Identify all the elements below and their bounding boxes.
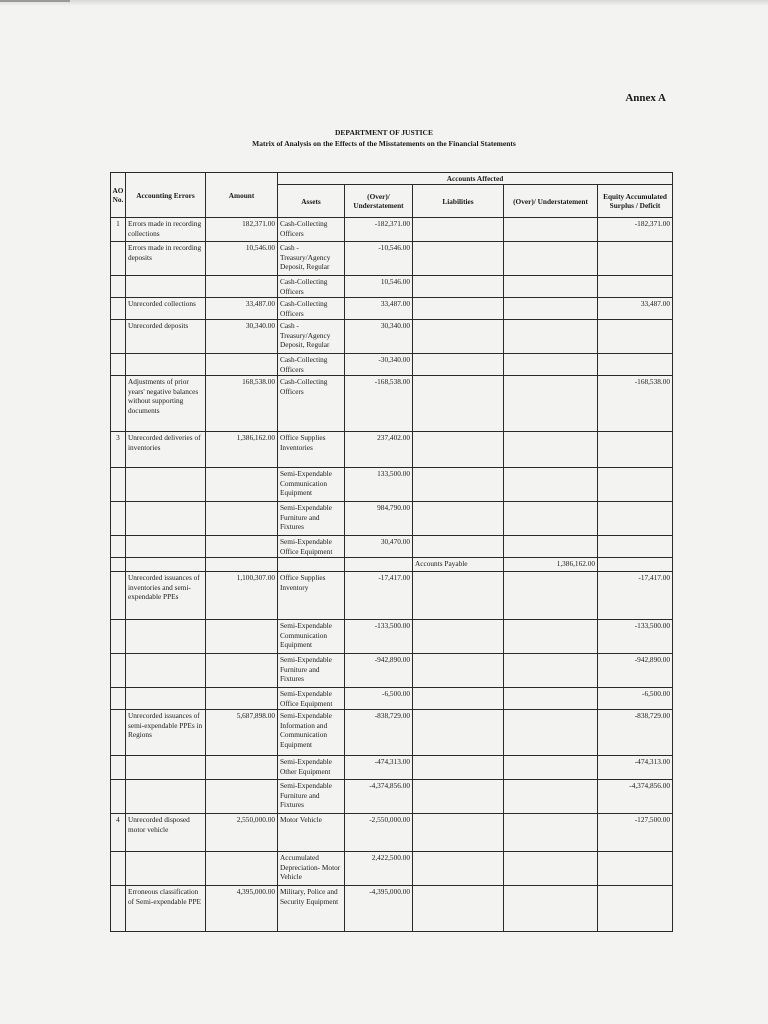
table-row [111, 654, 673, 688]
cell-ao-no [111, 572, 126, 620]
document-subtitle: Matrix of Analysis on the Effects of the Misstatements on the Financial Statements [252, 139, 516, 148]
cell-accounting-error: Unrecorded issuances of inventories and semi-expendable PPEs [126, 572, 206, 620]
cell-asset: Motor Vehicle [278, 814, 345, 852]
cell-amount [206, 780, 278, 814]
cell-equity [598, 502, 673, 536]
cell-liability [413, 814, 504, 852]
cell-ao-no [111, 242, 126, 276]
cell-ao-no: 4 [111, 814, 126, 852]
table-row [111, 536, 673, 558]
cell-asset-over-under: 133,500.00 [345, 468, 413, 502]
cell-liability [413, 320, 504, 354]
cell-accounting-error: Errors made in recording collections [126, 218, 206, 242]
cell-accounting-error: Erroneous classification of Semi-expendable PPE [126, 886, 206, 932]
cell-equity [598, 536, 673, 558]
cell-amount [206, 536, 278, 558]
cell-asset-over-under: 30,470.00 [345, 536, 413, 558]
cell-accounting-error [126, 780, 206, 814]
header-over-under-assets: (Over)/ Understatement [345, 185, 413, 218]
table-row [111, 320, 673, 354]
cell-asset-over-under: -30,340.00 [345, 354, 413, 376]
header-ao-no: AO No. [111, 173, 126, 218]
cell-liability-over-under [504, 502, 598, 536]
cell-asset: Office Supplies Inventory [278, 572, 345, 620]
header-row-top [111, 173, 673, 185]
header-liabilities: Liabilities [413, 185, 504, 218]
cell-ao-no: 3 [111, 432, 126, 468]
table-row [111, 376, 673, 432]
cell-asset: Cash-Collecting Officers [278, 298, 345, 320]
cell-accounting-error [126, 852, 206, 886]
cell-amount [206, 852, 278, 886]
cell-liability [413, 620, 504, 654]
cell-equity: -182,371.00 [598, 218, 673, 242]
cell-liability [413, 468, 504, 502]
cell-asset-over-under: -168,538.00 [345, 376, 413, 432]
matrix-body [111, 218, 673, 932]
cell-asset-over-under: -10,546.00 [345, 242, 413, 276]
cell-liability: Accounts Payable [413, 558, 504, 572]
cell-asset-over-under: -2,550,000.00 [345, 814, 413, 852]
header-amount: Amount [206, 173, 278, 218]
cell-liability-over-under [504, 354, 598, 376]
cell-asset-over-under: 30,340.00 [345, 320, 413, 354]
cell-ao-no [111, 654, 126, 688]
cell-asset: Semi-Expendable Office Equipment [278, 536, 345, 558]
cell-ao-no [111, 688, 126, 710]
cell-liability-over-under [504, 376, 598, 432]
cell-liability [413, 536, 504, 558]
cell-amount [206, 468, 278, 502]
cell-equity: -474,313.00 [598, 756, 673, 780]
cell-asset: Semi-Expendable Information and Communication Equipment [278, 710, 345, 756]
cell-asset-over-under: -4,374,856.00 [345, 780, 413, 814]
table-row [111, 218, 673, 242]
cell-ao-no: 1 [111, 218, 126, 242]
cell-accounting-error [126, 756, 206, 780]
cell-equity [598, 852, 673, 886]
cell-accounting-error [126, 654, 206, 688]
cell-asset-over-under [345, 558, 413, 572]
cell-amount: 1,386,162.00 [206, 432, 278, 468]
cell-liability [413, 298, 504, 320]
cell-equity: -127,500.00 [598, 814, 673, 852]
header-over-under-liabilities: (Over)/ Understatement [504, 185, 598, 218]
cell-asset: Semi-Expendable Furniture and Fixtures [278, 502, 345, 536]
table-row [111, 276, 673, 298]
cell-accounting-error: Errors made in recording deposits [126, 242, 206, 276]
cell-equity [598, 886, 673, 932]
header-accounting-errors: Accounting Errors [126, 173, 206, 218]
cell-amount: 5,687,898.00 [206, 710, 278, 756]
cell-liability-over-under [504, 780, 598, 814]
table-row [111, 298, 673, 320]
document-title: DEPARTMENT OF JUSTICE [335, 128, 433, 137]
cell-asset: Semi-Expendable Office Equipment [278, 688, 345, 710]
cell-equity: -6,500.00 [598, 688, 673, 710]
cell-liability [413, 688, 504, 710]
scan-edge [0, 0, 768, 6]
cell-amount [206, 354, 278, 376]
cell-amount: 2,550,000.00 [206, 814, 278, 852]
table-row [111, 432, 673, 468]
cell-equity [598, 242, 673, 276]
cell-amount [206, 276, 278, 298]
cell-asset-over-under: 2,422,500.00 [345, 852, 413, 886]
cell-amount: 30,340.00 [206, 320, 278, 354]
table-row [111, 354, 673, 376]
table-row [111, 688, 673, 710]
cell-asset-over-under: 984,790.00 [345, 502, 413, 536]
cell-accounting-error [126, 620, 206, 654]
cell-liability [413, 376, 504, 432]
cell-equity [598, 276, 673, 298]
cell-equity [598, 468, 673, 502]
cell-asset: Cash-Collecting Officers [278, 376, 345, 432]
cell-amount [206, 558, 278, 572]
cell-asset-over-under: 33,487.00 [345, 298, 413, 320]
cell-ao-no [111, 756, 126, 780]
cell-ao-no [111, 320, 126, 354]
cell-asset-over-under: -4,395,000.00 [345, 886, 413, 932]
cell-liability-over-under [504, 572, 598, 620]
cell-liability [413, 502, 504, 536]
cell-liability-over-under [504, 710, 598, 756]
cell-ao-no [111, 780, 126, 814]
cell-asset: Accumulated Depreciation- Motor Vehicle [278, 852, 345, 886]
cell-asset-over-under: -942,890.00 [345, 654, 413, 688]
cell-accounting-error [126, 502, 206, 536]
table-row [111, 886, 673, 932]
cell-amount [206, 688, 278, 710]
cell-liability [413, 276, 504, 298]
cell-asset: Office Supplies Inventories [278, 432, 345, 468]
cell-asset-over-under: -17,417.00 [345, 572, 413, 620]
cell-liability-over-under [504, 298, 598, 320]
cell-amount: 10,546.00 [206, 242, 278, 276]
table-row [111, 572, 673, 620]
cell-amount [206, 620, 278, 654]
cell-accounting-error [126, 536, 206, 558]
cell-accounting-error [126, 688, 206, 710]
cell-liability [413, 242, 504, 276]
header-equity: Equity Accumulated Surplus / Deficit [598, 185, 673, 218]
cell-asset-over-under: -474,313.00 [345, 756, 413, 780]
cell-liability [413, 354, 504, 376]
cell-liability-over-under [504, 468, 598, 502]
cell-accounting-error: Unrecorded collections [126, 298, 206, 320]
cell-asset: Semi-Expendable Furniture and Fixtures [278, 654, 345, 688]
cell-liability [413, 432, 504, 468]
cell-asset: Semi-Expendable Other Equipment [278, 756, 345, 780]
cell-amount: 168,538.00 [206, 376, 278, 432]
cell-ao-no [111, 298, 126, 320]
cell-liability-over-under [504, 536, 598, 558]
cell-equity: -942,890.00 [598, 654, 673, 688]
cell-asset: Semi-Expendable Communication Equipment [278, 468, 345, 502]
cell-liability-over-under [504, 688, 598, 710]
cell-liability-over-under [504, 276, 598, 298]
table-row [111, 502, 673, 536]
cell-ao-no [111, 886, 126, 932]
cell-ao-no [111, 376, 126, 432]
cell-asset: Semi-Expendable Communication Equipment [278, 620, 345, 654]
cell-ao-no [111, 558, 126, 572]
cell-amount: 182,371.00 [206, 218, 278, 242]
table-row [111, 468, 673, 502]
cell-amount: 1,100,307.00 [206, 572, 278, 620]
cell-liability-over-under [504, 654, 598, 688]
cell-accounting-error [126, 276, 206, 298]
table-row [111, 620, 673, 654]
cell-accounting-error: Unrecorded deposits [126, 320, 206, 354]
cell-equity [598, 354, 673, 376]
cell-accounting-error [126, 468, 206, 502]
table-row [111, 780, 673, 814]
cell-liability-over-under: 1,386,162.00 [504, 558, 598, 572]
misstatement-matrix-table [110, 172, 673, 932]
scan-mark [0, 0, 70, 2]
cell-liability-over-under [504, 756, 598, 780]
cell-asset: Semi-Expendable Furniture and Fixtures [278, 780, 345, 814]
cell-liability [413, 654, 504, 688]
table-row [111, 814, 673, 852]
cell-equity: -17,417.00 [598, 572, 673, 620]
cell-amount: 33,487.00 [206, 298, 278, 320]
cell-equity: 33,487.00 [598, 298, 673, 320]
cell-liability-over-under [504, 852, 598, 886]
cell-liability-over-under [504, 620, 598, 654]
table-row [111, 756, 673, 780]
cell-liability-over-under [504, 814, 598, 852]
cell-accounting-error: Adjustments of prior years' negative balances without supporting documents [126, 376, 206, 432]
cell-asset-over-under: -6,500.00 [345, 688, 413, 710]
cell-asset: Cash - Treasury/Agency Deposit, Regular [278, 242, 345, 276]
cell-asset: Cash-Collecting Officers [278, 354, 345, 376]
cell-liability-over-under [504, 432, 598, 468]
cell-liability [413, 852, 504, 886]
header-assets: Assets [278, 185, 345, 218]
cell-liability [413, 756, 504, 780]
cell-ao-no [111, 276, 126, 298]
cell-asset: Military, Police and Security Equipment [278, 886, 345, 932]
cell-asset-over-under: -838,729.00 [345, 710, 413, 756]
cell-equity [598, 320, 673, 354]
cell-liability [413, 572, 504, 620]
cell-asset [278, 558, 345, 572]
cell-liability [413, 710, 504, 756]
cell-equity: -168,538.00 [598, 376, 673, 432]
table-row [111, 242, 673, 276]
table-row [111, 558, 673, 572]
cell-equity [598, 558, 673, 572]
cell-equity: -838,729.00 [598, 710, 673, 756]
cell-accounting-error: Unrecorded issuances of semi-expendable PPEs in Regions [126, 710, 206, 756]
cell-liability [413, 780, 504, 814]
cell-amount [206, 502, 278, 536]
cell-amount [206, 756, 278, 780]
cell-accounting-error [126, 558, 206, 572]
cell-amount: 4,395,000.00 [206, 886, 278, 932]
cell-liability [413, 218, 504, 242]
cell-liability-over-under [504, 242, 598, 276]
cell-asset-over-under: -133,500.00 [345, 620, 413, 654]
cell-ao-no [111, 468, 126, 502]
cell-asset-over-under: 237,402.00 [345, 432, 413, 468]
cell-ao-no [111, 852, 126, 886]
cell-ao-no [111, 710, 126, 756]
cell-equity: -4,374,856.00 [598, 780, 673, 814]
cell-ao-no [111, 502, 126, 536]
cell-asset-over-under: -182,371.00 [345, 218, 413, 242]
cell-ao-no [111, 354, 126, 376]
cell-amount [206, 654, 278, 688]
cell-asset-over-under: 10,546.00 [345, 276, 413, 298]
cell-asset: Cash-Collecting Officers [278, 218, 345, 242]
cell-liability-over-under [504, 320, 598, 354]
cell-asset: Cash-Collecting Officers [278, 276, 345, 298]
cell-ao-no [111, 620, 126, 654]
cell-ao-no [111, 536, 126, 558]
cell-liability-over-under [504, 218, 598, 242]
cell-equity: -133,500.00 [598, 620, 673, 654]
table-row [111, 852, 673, 886]
annex-label: Annex A [625, 92, 666, 104]
cell-accounting-error: Unrecorded disposed motor vehicle [126, 814, 206, 852]
cell-equity [598, 432, 673, 468]
table-row [111, 710, 673, 756]
cell-accounting-error [126, 354, 206, 376]
cell-liability [413, 886, 504, 932]
header-accounts-affected: Accounts Affected [278, 173, 673, 185]
cell-asset: Cash - Treasury/Agency Deposit, Regular [278, 320, 345, 354]
cell-accounting-error: Unrecorded deliveries of inventories [126, 432, 206, 468]
cell-liability-over-under [504, 886, 598, 932]
